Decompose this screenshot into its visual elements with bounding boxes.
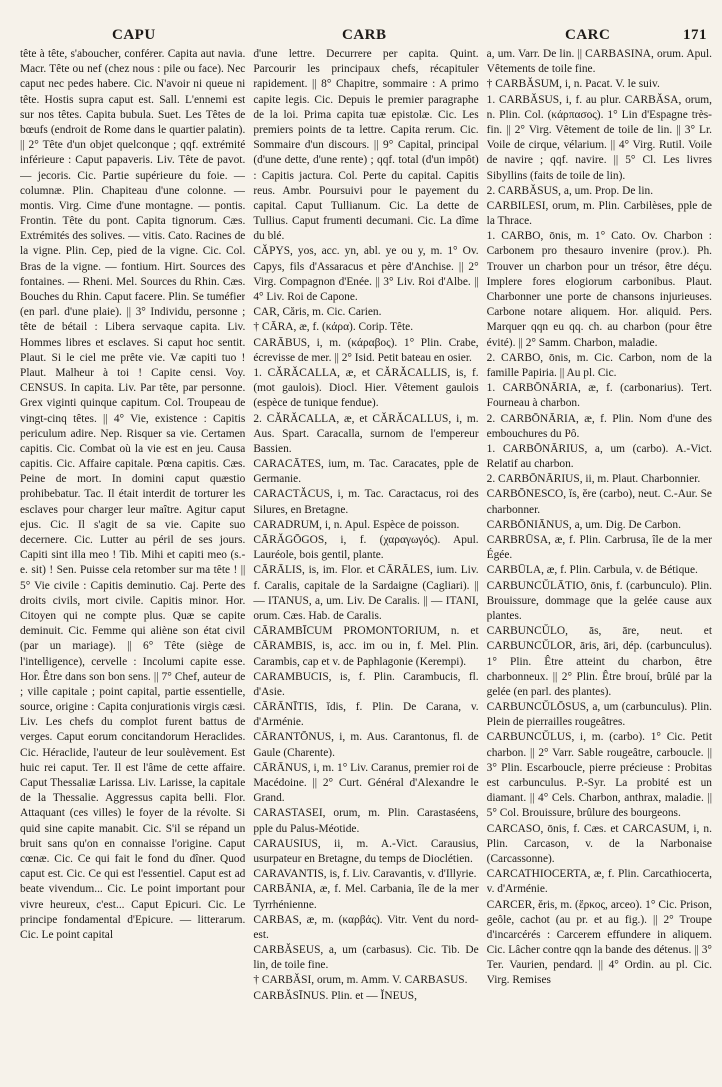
dictionary-entry: CARBILESI, orum, m. Plin. Carbilèses, pple de la Thrace. bbox=[486, 199, 712, 228]
page-header bbox=[20, 0, 712, 42]
center-guide-word: CARB bbox=[342, 27, 387, 43]
dictionary-entry: d'une lettre. Decurrere per capita. Quint. Parcourir les principaux chefs, récapituler rapidement. || 8° Chapitre, sommaire : A primo capite legis. Cic. Depuis le premier paragraphe de la loi. Prima capita tuæ epistolæ. Cic. Les premiers points de ta lettre. Capita rerum. Cic. Sommaire d'un discours. || 9° Capital, principal (d'une dette, d'une rente) ; qqf. total (d'un impôt) : Capitis jactura. Col. Perte du capital. Capitis reus. Ambr. Poursuivi pour le payement du capital. Caput Tullianum. Cic. La dette de Tullius. Caput frumenti decumani. Cic. La dîme du blé. bbox=[253, 48, 479, 243]
dictionary-entry: 2. CARBŌNĀRIA, æ, f. Plin. Nom d'une des embouchures du Pô. bbox=[486, 412, 712, 440]
dictionary-entry: † CARBĂSI, orum, m. Amm. V. CARBASUS. bbox=[253, 974, 468, 987]
dictionary-entry: 2. CARBŌNĀRIUS, ii, m. Plaut. Charbonnier. bbox=[486, 473, 701, 486]
dictionary-entry: † CĀRA, æ, f. (κάρα). Corip. Tête. bbox=[253, 321, 414, 334]
dictionary-entry: CARBŌNESCO, ĭs, ĕre (carbo), neut. C.-Aur. Se charbonner. bbox=[486, 488, 712, 516]
dictionary-entry: CARĀBUS, i, m. (κάραβος). 1° Plin. Crabe, écrevisse de mer. || 2° Isid. Petit bateau en osier. bbox=[253, 336, 479, 364]
dictionary-entry: 1. CARBO, ōnis, m. 1° Cato. Ov. Charbon : Carbonem pro thesauro invenire (prov.). Ph. Trouver un charbon pour un trésor, être déçu. Implere fores elogiorum carbonibus. Plaut. Charbonner une porte de chansons injurieuses. Carbone notare aliquem. Hor. aliquid. Pers. Marquer qqn eu qq. ch. au charbon (pour être évité). || 2° Samm. Charbon, maladie. bbox=[486, 230, 712, 349]
dictionary-entry: CARBŪLA, æ, f. Plin. Carbula, v. de Bétique. bbox=[486, 564, 698, 577]
center-column bbox=[253, 47, 478, 1077]
dictionary-entry: 2. CARBĂSUS, a, um. Prop. De lin. bbox=[486, 184, 654, 197]
dictionary-entry: CARAUSIUS, ii, m. A.-Vict. Carausius, usurpateur en Bretagne, du temps de Dioclétien. bbox=[253, 837, 479, 865]
dictionary-entry: CARACĀTES, ium, m. Tac. Caracates, pple de Germanie. bbox=[253, 458, 479, 486]
left-column bbox=[20, 47, 245, 1077]
dictionary-entry: 1. CĂRĂCALLA, æ, et CĂRĂCALLIS, is, f. (mot gaulois). Diocl. Hier. Vêtement gaulois (espèce de tunique fendue). bbox=[253, 366, 479, 410]
dictionary-entry: CARBĀNIA, æ, f. Mel. Carbania, île de la mer Tyrrhénienne. bbox=[253, 883, 479, 911]
dictionary-entry: 1. CARBŌNĀRIA, æ, f. (carbonarius). Tert. Fourneau à charbon. bbox=[486, 382, 712, 410]
dictionary-entry: CARCER, ĕris, m. (ἕρκος, arceo). 1° Cic. Prison, geôle, cachot (au pr. et au fig.). || 2° Troupe d'incarcérés : Carcerem effundere in aliquem. Cic. Lâcher contre qqn la bande des détenus. || 3° Ter. Vaurien, pendard. || 4° Ordin. au pl. Cic. Virg. Remises bbox=[486, 898, 712, 987]
dictionary-entry: CARASTASEI, orum, m. Plin. Carastaséens, pple du Palus-Méotide. bbox=[253, 807, 479, 835]
dictionary-entry: CARBĂSEUS, a, um (carbasus). Cic. Tib. De lin, de toile fine. bbox=[253, 944, 479, 972]
dictionary-entry: CAR, Căris, m. Cic. Carien. bbox=[253, 306, 382, 319]
dictionary-entry: CARAMBUCIS, is, f. Plin. Carambucis, fl. d'Asie. bbox=[253, 670, 479, 698]
dictionary-entry: 2. CARBO, ōnis, m. Cic. Carbon, nom de la famille Papiria. || Au pl. Cic. bbox=[486, 351, 712, 379]
dictionary-entry: CĀRAMBĪCUM PROMONTORIUM, n. et CĀRAMBIS, is, acc. im ou in, f. Mel. Plin. Carambis, cap et v. de Paphlagonie (Kerempi). bbox=[253, 625, 479, 668]
dictionary-entry: CARBŌNIĀNUS, a, um. Dig. De Carbon. bbox=[486, 518, 681, 531]
dictionary-entry: CARBUNCŬLUS, i, m. (carbo). 1° Cic. Petit charbon. || 2° Varr. Sable rougeâtre, carboucle. || 3° Plin. Escarboucle, pierre précieuse : Probitas est carbunculus. P.-Syr. La probité est un diamant. || 4° Cels. Charbon, anthrax, maladie. || 5° Col. Brouissure, brûlure des bourgeons. bbox=[486, 731, 712, 820]
dictionary-entry: CĀRĀLIS, is, im. Flor. et CĀRĀLES, ium. Liv. f. Caralis, capitale de la Sardaigne (Cagliari). || — ITANUS, a, um. Liv. De Caralis. || — ITANI, orum. Cæs. Hab. de Caralis. bbox=[253, 564, 479, 622]
dictionary-entry: † CARBĂSUM, i, n. Pacat. V. le suiv. bbox=[486, 78, 660, 91]
dictionary-entry: 2. CĂRĂCALLA, æ, et CĂRĂCALLUS, i, m. Aus. Spart. Caracalla, surnom de l'empereur Bassien. bbox=[253, 412, 479, 455]
dictionary-entry: CARACTĂCUS, i, m. Tac. Caractacus, roi des Silures, en Bretagne. bbox=[253, 488, 479, 516]
dictionary-entry: CARBUNCŬLĀTIO, ōnis, f. (carbunculo). Plin. Brouissure, dommage que la gelée cause aux plantes. bbox=[486, 579, 712, 622]
dictionary-entry: CĀRĀNUS, i, m. 1° Liv. Caranus, premier roi de Macédoine. || 2° Curt. Général d'Alexandre le Grand. bbox=[253, 761, 479, 805]
dictionary-entry: CARCASO, ōnis, f. Cæs. et CARCASUM, i, n. Plin. Carcason, v. de la Narbonaise (Carcassonne). bbox=[486, 822, 712, 865]
dictionary-entry: CĀRĂGŌGOS, i, f. (χαραγωγός). Apul. Lauréole, bois gentil, plante. bbox=[253, 534, 479, 562]
dictionary-entry: CARBUNCŬLO, ās, āre, neut. et CARBUNCŬLOR, āris, āri, dép. (carbunculus). 1° Plin. Être atteint du charbon, être charbonneux. || 2° Plin. Être brouí, brûlé par la gelée (en parl. des plantes). bbox=[486, 625, 712, 698]
text-columns bbox=[20, 47, 712, 1077]
dictionary-entry: CARBĂSĪNUS. Plin. et — ĬNEUS, bbox=[253, 989, 417, 1002]
dictionary-entry: CĀRANTŌNUS, i, m. Aus. Carantonus, fl. de Gaule (Charente). bbox=[253, 731, 479, 759]
dictionary-entry: CARBRŪSA, æ, f. Plin. Carbrusa, île de la mer Égée. bbox=[486, 534, 712, 562]
dictionary-entry: CARBUNCŬLŌSUS, a, um (carbunculus). Plin. Plein de pierrailles rougeâtres. bbox=[486, 701, 712, 729]
dictionary-entry: CARAVANTIS, is, f. Liv. Caravantis, v. d'Illyrie. bbox=[253, 868, 477, 881]
page-number: 171 bbox=[683, 27, 707, 43]
dictionary-entry: CARCATHIOCERTA, æ, f. Plin. Carcathiocerta, v. d'Arménie. bbox=[486, 868, 712, 896]
dictionary-entry: CĂPYS, yos, acc. yn, abl. ye ou y, m. 1° Ov. Capys, fils d'Assaracus et père d'Anchise. || 2° Virg. Compagnon d'Enée. || 3° Liv. Roi d'Albe. || 4° Liv. Roi de Capone. bbox=[253, 245, 479, 303]
dictionary-entry: CARBAS, æ, m. (καρβάς). Vitr. Vent du nord-est. bbox=[253, 913, 479, 941]
right-guide-word: CARC bbox=[565, 27, 611, 43]
left-guide-word: CAPU bbox=[112, 27, 156, 43]
dictionary-entry: 1. CARBĂSUS, i, f. au plur. CARBĂSA, orum, n. Plin. Col. (κάρπασος). 1° Lin d'Espagne très-fin. || 2° Virg. Vêtement de toile de lin. || 3° Lr. Voile de cirque, vélarium. || 4° Virg. Rutil. Voile de navire ; qqf. navire. || 5° Cl. Les livres Sibyllins (faits de toile de lin). bbox=[486, 93, 712, 182]
dictionary-entry: a, um. Varr. De lin. || CARBASINA, orum. Apul. Vêtements de toile fine. bbox=[486, 48, 712, 76]
dictionary-entry: CARADRUM, i, n. Apul. Espèce de poisson. bbox=[253, 518, 460, 531]
dictionary-entry: CĀRĀNĪTIS, ĭdis, f. Plin. De Caranа, v. d'Arménie. bbox=[253, 701, 479, 729]
dictionary-entry: tête à tête, s'aboucher, conférer. Capita aut navia. Macr. Tête ou nef (chez nous : pile ou face). Nec caput nec pedes habere. Cic. N'avoir ni queue ni tête. Hostis supra caput est. Sall. L'ennemi est sur nos têtes. Capita bubula. Suet. Les Têtes de bœufs (endroit de Rome dans le quartier palatin). || 2° Tête d'un objet quelconque ; qqf. extrémité inférieure : Caput papaveris. Liv. Tête de pavot. — jecoris. Cic. Partie supérieure du foie. — columnæ. Plin. Chapiteau d'une colonne. — montis. Virg. Cime d'une montagne. — pontis. Frontin. Tête du pont. Capita tignorum. Cæs. Extrémités des solives. — vitis. Cato. Racines de la vigne. Plin. Cep, pied de la vigne. Cic. Col. Bras de la vigne. — fontium. Hirt. Sources des fontaines. — Rheni. Mel. Sources du Rhin. Cæs. Bouches du Rhin. Caput facere. Plin. Se tuméfier (en parl. d'une plaie). || 3° Individu, personne ; tête de bétail : Libera servaque capita. Liv. Hommes libres et esclaves. Si caput hoc sentit. Plaut. Si le ciel me prête vie. Væ capiti tuo ! Plaut. Malheur à toi ! Capite censi. Voy. CENSUS. In capita. Liv. Par tête, par personne. Grex viginti quinque capitum. Col. Troupeau de vingt-cinq têtes. || 4° Vie, existence : Capitis periculum adire. Nep. Risquer sa vie. Certamen capitis. Cic. Combat où la vie est en jeu. Causa capitis. Cic. Affaire capitale. Pœna capitis. Cæs. Peine de mort. In domini caput quæstio prohibebatur. Tac. Il était interdit de torturer les esclaves pour charger leur maître. Agitur caput ejus. Cic. Il s'agit de sa vie. Capite suo decernere. Cic. Lutter au péril de ses jours. Capiti sint illa meo ! Tib. Mihi et capiti meo (s.-e. sit) ! Sen. Puisse cela retomber sur ma tête ! || 5° Vie civile : Capitis deminutio. Caj. Perte des droits civils, mort civile. Capitis minor. Hor. Citoyen qui ne compte plus. Quæ se capite deminuit. Cic. Femme qui aliène son état civil (par un mariage). || 6° Tête (siège de l'intelligence), cervelle : Incolumi capite esse. Hor. Être dans son bon sens. || 7° Chef, auteur de ; ville capitale ; point capital, partie essentielle, source, origine : Capita conjurationis virgis cæsi. Liv. Les chefs du complot furent battus de verges. Caput eorum concitandorum Heraclides. Cic. Héraclide, l'auteur de leur soulèvement. Est huic rei caput. Ter. Il est l'âme de cette affaire. Caput Thessaliæ Larissa. Liv. Larisse, la capitale de la Thessalie. Aggressus capita belli. Flor. Attaquant (ces villes) le foyer de la révolte. Si quid sine capite manabit. Cic. S'il se répand un bruit sans qu'on en connaisse l'origine. Caput cœnæ. Cic. Ce qui fait le fond du dîner. Quod caput est. Cic. Ce qui est l'essentiel. Caput est ad beate vivendum... Cic. Le point important pour vivre heureux, c'est... Caput Epicuri. Cic. Le principe fondamental d'Epicure. — litterarum. Cic. Le point capital bbox=[20, 48, 246, 941]
dictionary-entry: 1. CARBŌNĀRIUS, a, um (carbo). A.-Vict. Relatif au charbon. bbox=[486, 442, 712, 471]
right-column bbox=[487, 47, 712, 1077]
